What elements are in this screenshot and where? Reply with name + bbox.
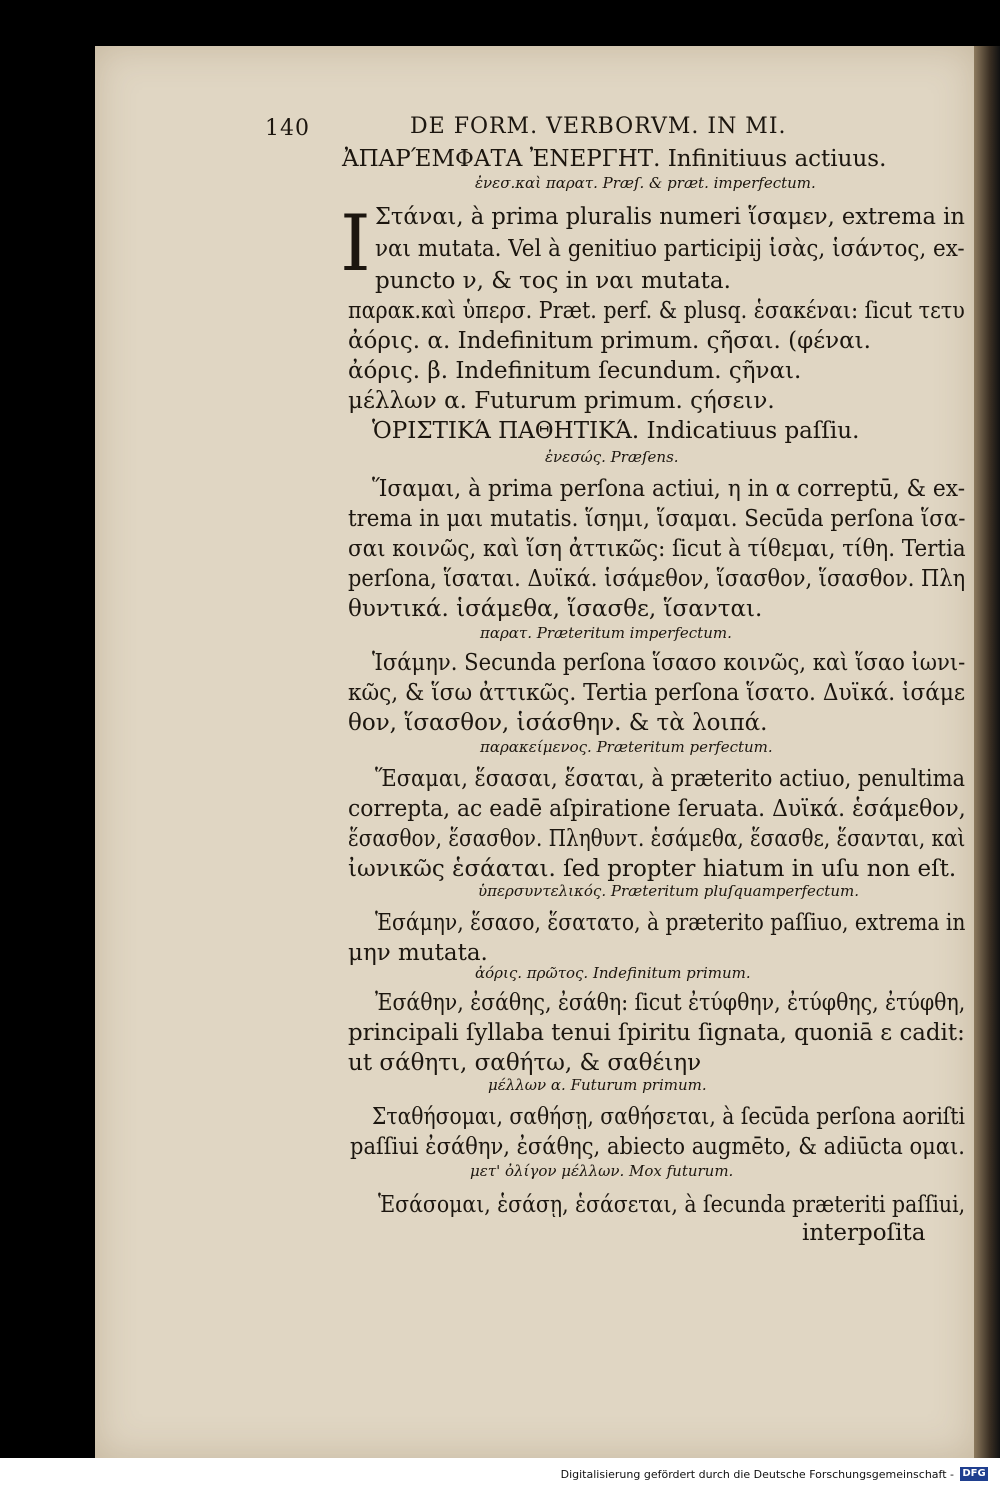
text-line: ἰωνικῶς ἑσάαται. ſed propter hiatum in uſu non eſt.: [348, 856, 957, 882]
text-line: μέλλων α. Futurum primum. ςήσειν.: [348, 388, 775, 414]
text-line: παρακ.καὶ ὑπερσ. Præt. perf. & plusq. ἑσακέναι: ſicut τετυ: [348, 298, 965, 324]
text-line: ναι mutata. Vel à genitiuo participij ἱσὰς, ἱσάντος, ex-: [375, 236, 965, 262]
page-number: 140: [265, 116, 310, 141]
text-line: correpta, ac eadē aſpiratione ſeruata. Δυϊκά. ἑσάμεθον,: [348, 796, 966, 822]
text-line: θον, ἵσασθον, ἱσάσθην. & τὰ λοιπά.: [348, 710, 768, 736]
catchword: interpoſita: [802, 1220, 926, 1246]
section-heading: ὉΡΙΣΤΙΚΆ ΠΑΘΗΤΙΚΆ. Indicatiuus paſſiu.: [372, 418, 860, 444]
text-line: Ἑσάσομαι, ἑσάσῃ, ἑσάσεται, à ſecunda præteriti paſſiui,: [378, 1192, 966, 1218]
text-line: κῶς, & ἵσω ἀττικῶς. Tertia perſona ἵσατο. Δυϊκά. ἱσάμε: [348, 680, 966, 706]
book-spine: [974, 46, 1000, 1458]
text-line: Στάναι, à prima pluralis numeri ἵσαμεν, extrema in: [375, 204, 965, 230]
subheading: παρατ. Præteritum imperfectum.: [480, 624, 732, 642]
text-line: trema in μαι mutatis. ἵσημι, ἵσαμαι. Secūda perſona ἵσα-: [348, 506, 966, 532]
text-line: perſona, ἵσαται. Δυϊκά. ἱσάμεθον, ἵσασθον, ἵσασθον. Πλη: [348, 566, 966, 592]
text-line: ἕσασθον, ἕσασθον. Πληθυντ. ἑσάμεθα, ἕσασθε, ἕσανται, καὶ: [348, 826, 966, 852]
subheading: μετ' ὀλίγον μέλλων. Mox futurum.: [470, 1162, 734, 1180]
text-line: paſſiui ἐσάθην, ἐσάθης, abiecto augmēto, & adiūcta ομαι.: [350, 1134, 965, 1160]
text-line: Σταθήσομαι, σαθήσῃ, σαθήσεται, à ſecūda perſona aoriſti: [372, 1104, 965, 1130]
text-line: principali ſyllaba tenui ſpiritu ſignata, quoniā ε cadit:: [348, 1020, 965, 1046]
subheading: ἐνεσ.καὶ παρατ. Præſ. & præt. imperfectum.: [475, 174, 816, 192]
text-line: Ἵσαμαι, à prima perſona actiui, η in α correptū, & ex-: [372, 476, 966, 502]
text-line: σαι κοινῶς, καὶ ἵση ἀττικῶς: ſicut à τίθεμαι, τίθη. Tertia: [348, 536, 966, 562]
subheading: παρακείμενος. Præteritum perfectum.: [480, 738, 773, 756]
section-heading: ἈΠΑΡΈΜΦΑΤΑ ἘΝΕΡΓΗΤ. Infinitiuus actiuus.: [342, 146, 887, 172]
text-line: ut σάθητι, σαθήτω, & σαθέιην: [348, 1050, 702, 1076]
text-line: ἀόρις. β. Indefinitum ſecundum. ςῆναι.: [348, 358, 802, 384]
text-line: Ἕσαμαι, ἕσασαι, ἕσαται, à præterito actiuo, penultima: [375, 766, 966, 792]
text-line: μην mutata.: [348, 940, 488, 966]
text-line: Ἱσάμην. Secunda perſona ἵσασο κοινῶς, καὶ ἵσαο ἰωνι-: [372, 650, 966, 676]
running-title: DE FORM. VERBORVM. IN MI.: [410, 114, 787, 139]
text-line: Ἑσάμην, ἕσασο, ἕσατατο, à præterito paſſiuo, extrema in: [375, 910, 966, 936]
footer-credit: Digitalisierung gefördert durch die Deutsche Forschungsgemeinschaft -: [560, 1468, 954, 1481]
text-line: θυντικά. ἱσάμεθα, ἵσασθε, ἵσανται.: [348, 596, 763, 622]
subheading: μέλλων α. Futurum primum.: [488, 1076, 707, 1094]
dfg-logo: DFG: [960, 1467, 988, 1481]
subheading: ἐνεσώς. Præſens.: [545, 448, 679, 466]
drop-cap: I: [340, 199, 371, 289]
text-line: ἀόρις. α. Indefinitum primum. ςῆσαι. (φέναι.: [348, 328, 871, 354]
footer-bar: [0, 1458, 1000, 1493]
text-line: puncto ν, & τος in ναι mutata.: [375, 268, 731, 294]
subheading: ἀόρις. πρῶτος. Indefinitum primum.: [475, 964, 751, 982]
subheading: ὑπερσυντελικός. Præteritum pluſquamperfectum.: [478, 882, 859, 900]
text-line: Ἐσάθην, ἐσάθης, ἐσάθη: ſicut ἐτύφθην, ἐτύφθης, ἐτύφθη,: [375, 990, 966, 1016]
